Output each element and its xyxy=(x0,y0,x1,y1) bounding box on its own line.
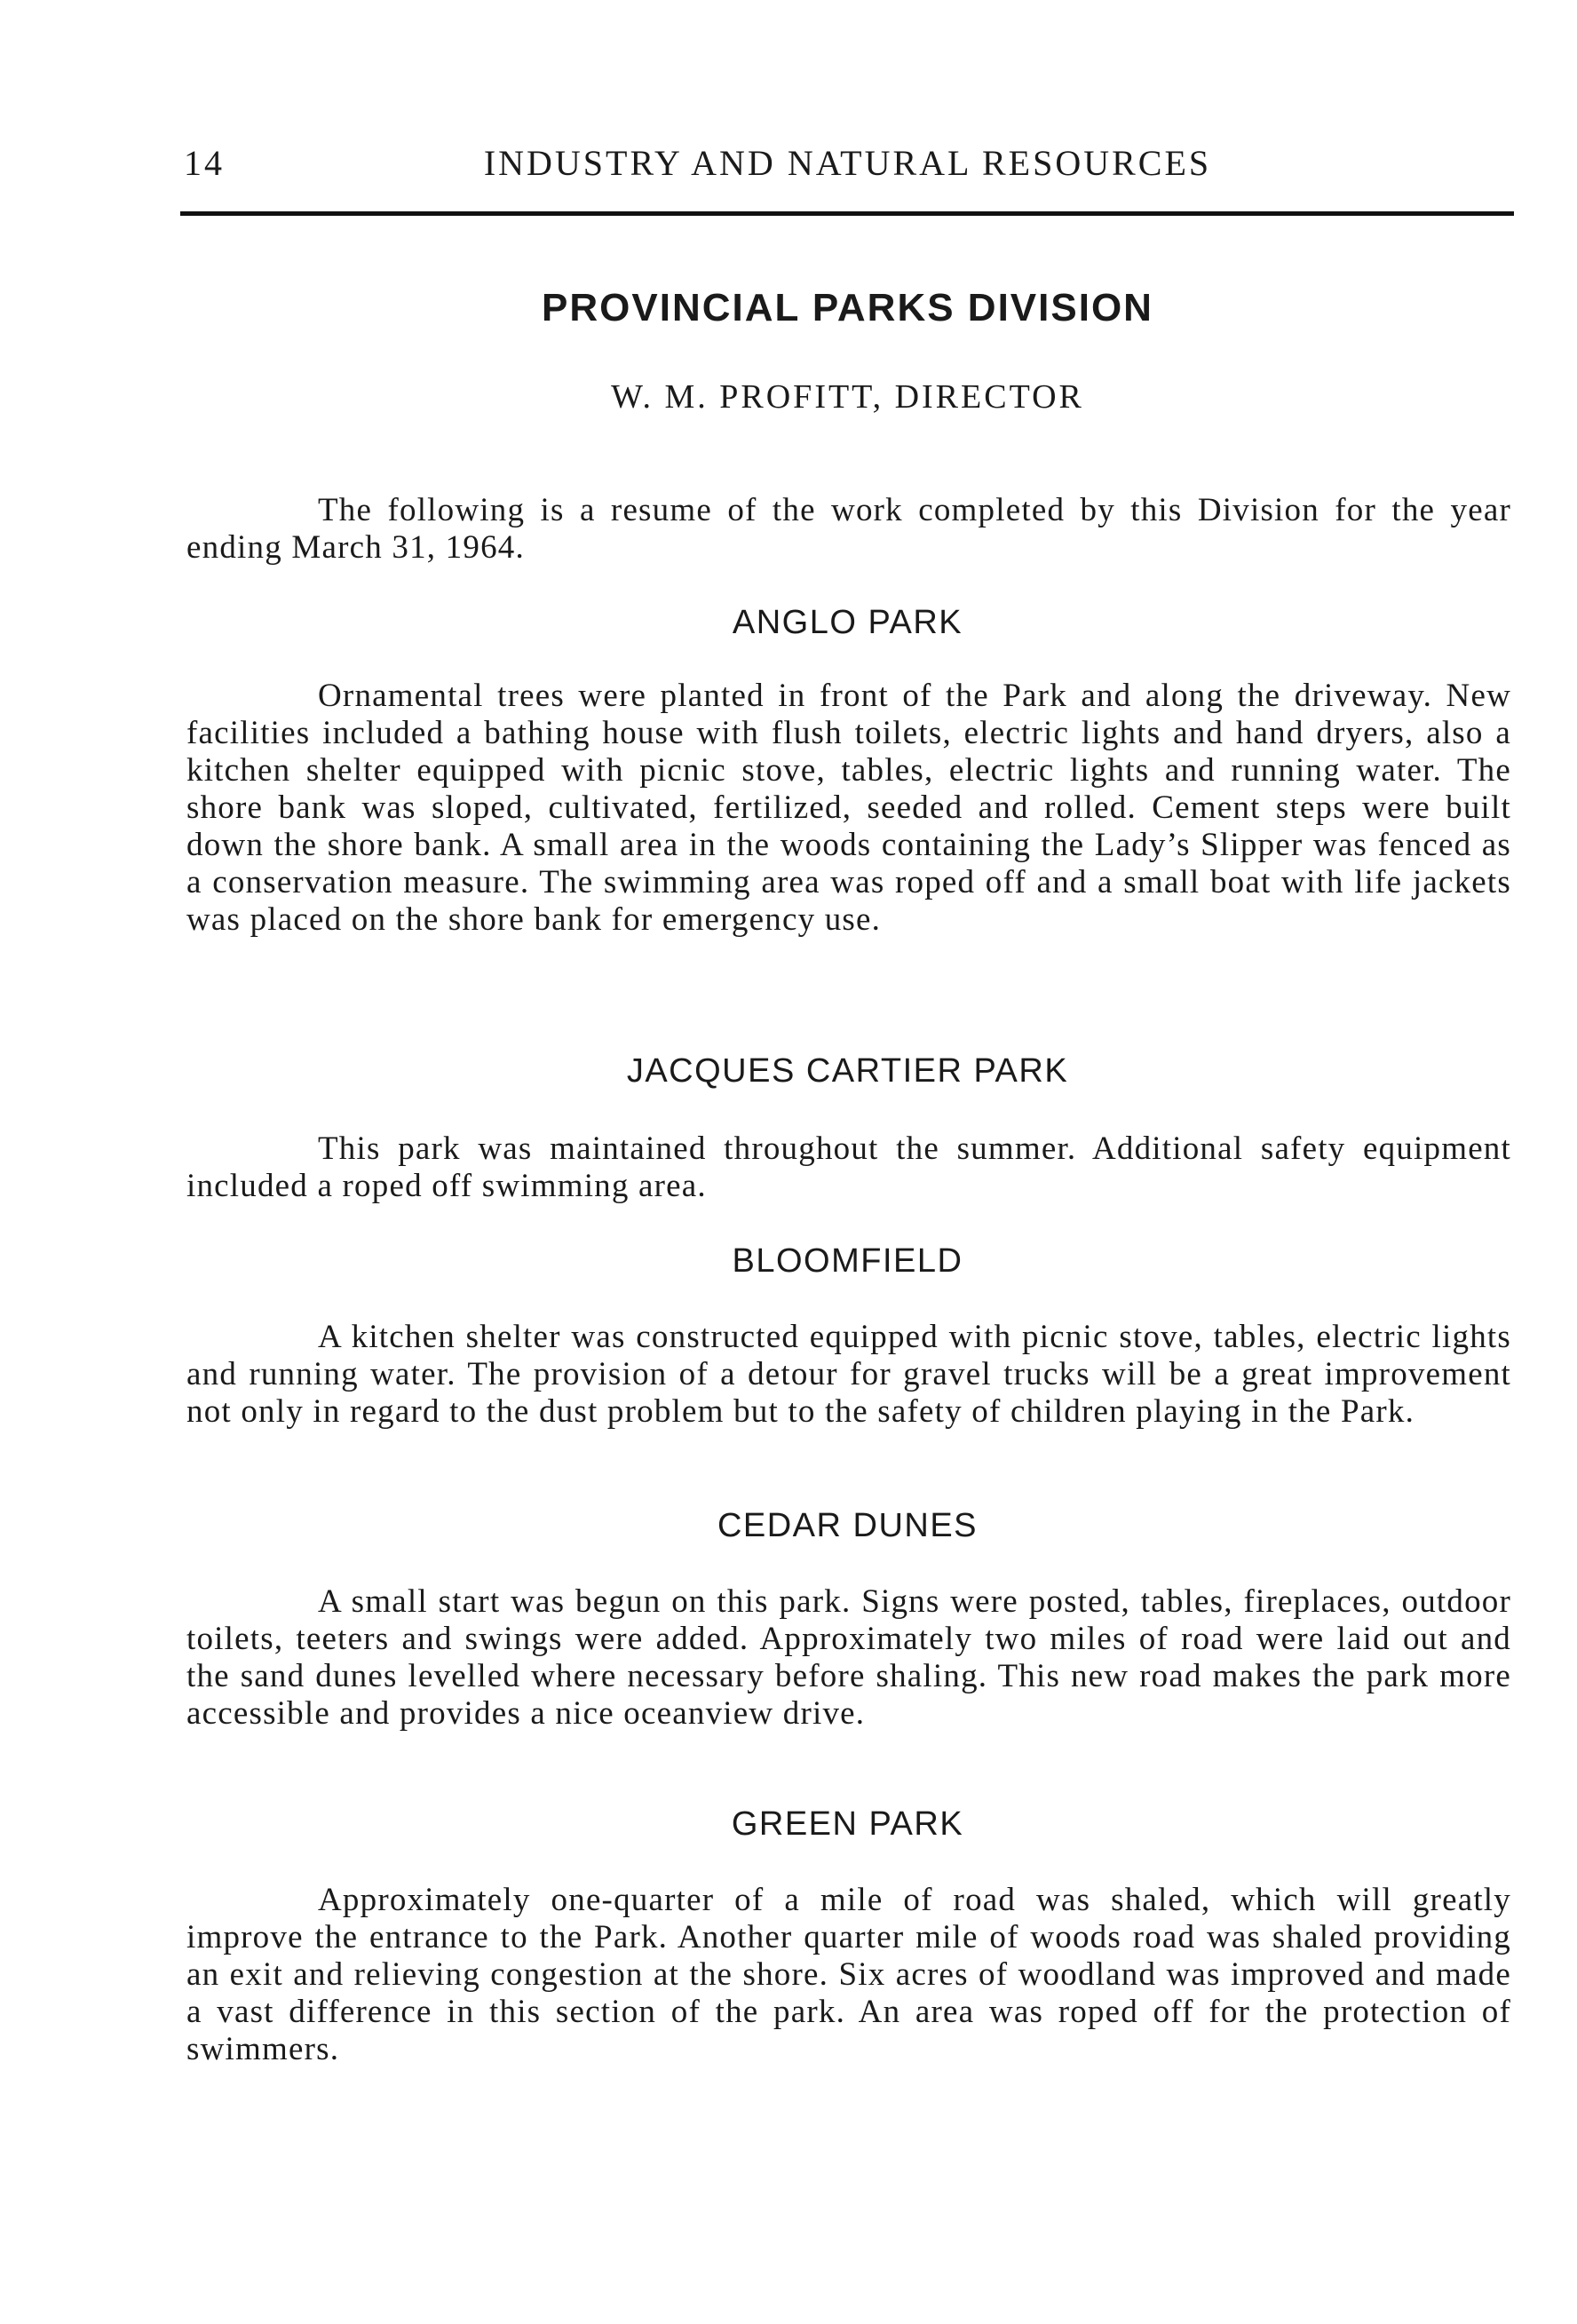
section-heading-green-park: GREEN PARK xyxy=(731,1805,964,1843)
section-text-bloomfield: A kitchen shelter was constructed equipped with picnic stove, tables, electric lights and running water. The provision of a detour for gravel trucks will be a great improvement not only in regard to the dust problem but to the safety of children playing in the Park. xyxy=(186,1319,1511,1430)
header-rule xyxy=(180,211,1514,216)
running-header xyxy=(184,142,1511,195)
section-heading-cedar-dunes: CEDAR DUNES xyxy=(717,1507,979,1544)
division-title: PROVINCIAL PARKS DIVISION xyxy=(542,286,1153,329)
intro-paragraph: The following is a resume of the work completed by this Division for the year ending March 31, 1964. xyxy=(186,492,1511,566)
section-text-jacques-cartier-park: This park was maintained throughout the summer. Additional safety equipment included a roped off swimming area. xyxy=(186,1130,1511,1204)
section-text-cedar-dunes: A small start was begun on this park. Signs were posted, tables, fireplaces, outdoor toilets, teeters and swings were added. Approximately two miles of road were laid out and the sand dunes levelled where necessary before shaling. This new road makes the park more accessible and provides a nice oceanview drive. xyxy=(186,1583,1511,1732)
section-heading-bloomfield: BLOOMFIELD xyxy=(732,1242,963,1280)
section-heading-jacques-cartier-park: JACQUES CARTIER PARK xyxy=(626,1052,1069,1090)
page-number: 14 xyxy=(184,143,225,183)
running-header-title: INDUSTRY AND NATURAL RESOURCES xyxy=(483,143,1212,183)
director-line: W. M. PROFITT, DIRECTOR xyxy=(611,378,1084,416)
section-text-anglo-park: Ornamental trees were planted in front of the Park and along the driveway. New facilities included a bathing house with flush toilets, electric lights and hand dryers, also a kitchen shelter equipped with picnic stove, tables, electric lights and running water. The shore bank was sloped, cultivated, fertilized, seeded and rolled. Cement steps were built down the shore bank. A small area in the woods containing the Lady’s Slipper was fenced as a conservation measure. The swimming area was roped off and a small boat with life jackets was placed on the shore bank for emergency use. xyxy=(186,678,1511,938)
section-heading-anglo-park: ANGLO PARK xyxy=(732,604,963,641)
section-text-green-park: Approximately one-quarter of a mile of road was shaled, which will greatly improve the entrance to the Park. Another quarter mile of woods road was shaled providing an exit and relieving congestion at the shore. Six acres of woodland was improved and made a vast difference in this section of the park. An area was roped off for the protection of swimmers. xyxy=(186,1882,1511,2067)
